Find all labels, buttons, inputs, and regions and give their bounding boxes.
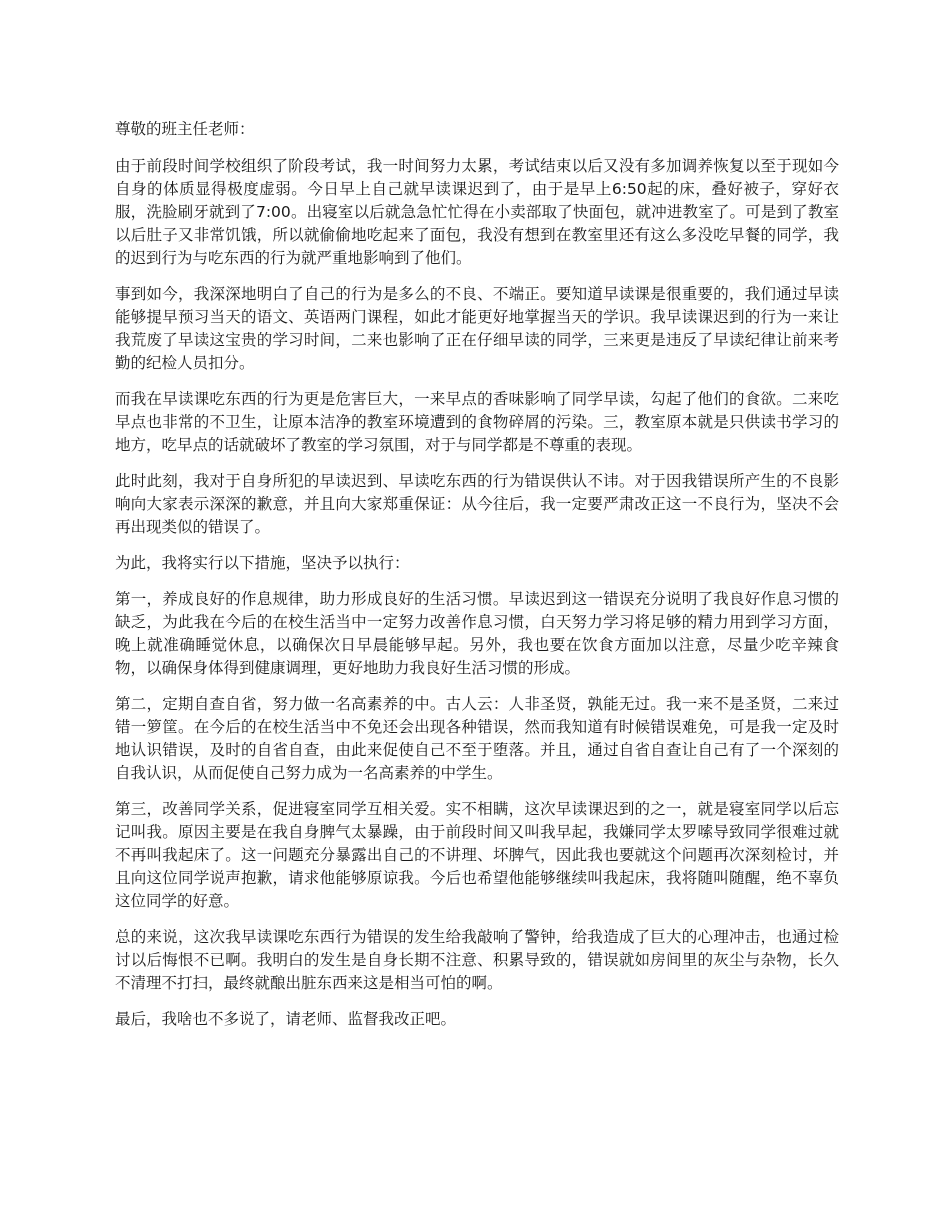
- paragraph-intro: 由于前段时间学校组织了阶段考试，我一时间努力太累，考试结束以后又没有多加调养恢复以至于现如今自身的体质显得极度虚弱。今日早上自己就早读课迟到了，由于是早上6:50起的床，叠好被子，穿好衣服，洗脸刷牙就到了7:00。出寝室以后就急急忙忙得在小卖部取了快面包，就冲进教室了。可是到了教室以后肚子又非常饥饿，所以就偷偷地吃起来了面包，我没有想到在教室里还有这么多没吃早餐的同学，我的迟到行为与吃东西的行为就严重地影响到了他们。: [115, 157, 839, 267]
- paragraph-reflection: 事到如今，我深深地明白了自己的行为是多么的不良、不端正。要知道早读课是很重要的，我们通过早读能够提早预习当天的语文、英语两门课程，如此才能更好地掌握当天的学识。我早读课迟到的行为一来让我荒废了早读这宝贵的学习时间，二来也影响了正在仔细早读的同学，三来更是违反了早读纪律让前来考勤的纪检人员扣分。: [115, 285, 839, 372]
- paragraph-apology: 此时此刻，我对于自身所犯的早读迟到、早读吃东西的行为错误供认不讳。对于因我错误所产生的不良影响向大家表示深深的歉意，并且向大家郑重保证：从今往后，我一定要严肃改正这一不良行为，坚决不会再出现类似的错误了。: [115, 472, 839, 536]
- letter-document: [115, 118, 839, 1044]
- salutation: 尊敬的班主任老师：: [115, 120, 255, 138]
- paragraph-summary: 总的来说，这次我早读课吃东西行为错误的发生给我敲响了警钟，给我造成了巨大的心理冲击，也通过检讨以后悔恨不已啊。我明白的发生是自身长期不注意、积累导致的，错误就如房间里的灰尘与杂物，长久不清理不打扫，最终就酿出脏东西来这是相当可怕的啊。: [115, 928, 839, 992]
- paragraph-eating-harm: 而我在早读课吃东西的行为更是危害巨大，一来早点的香味影响了同学早读，勾起了他们的食欲。二来吃早点也非常的不卫生，让原本洁净的教室环境遭到的食物碎屑的污染。三，教室原本就是只供读书学习的地方，吃早点的话就破坏了教室的学习氛围，对于与同学都是不尊重的表现。: [115, 390, 839, 454]
- paragraph-measure-two: 第二，定期自查自省，努力做一名高素养的中。古人云：人非圣贤，孰能无过。我一来不是圣贤，二来过错一箩筐。在今后的在校生活当中不免还会出现各种错误，然而我知道有时候错误难免，可是我一定及时地认识错误，及时的自省自查，由此来促使自己不至于堕落。并且，通过自省自查让自己有了一个深刻的自我认识，从而促使自己努力成为一名高素养的中学生。: [115, 695, 839, 782]
- paragraph-measures-intro: 为此，我将实行以下措施，坚决予以执行：: [115, 554, 410, 572]
- paragraph-measure-three: 第三，改善同学关系，促进寝室同学互相关爱。实不相瞒，这次早读课迟到的之一，就是寝室同学以后忘记叫我。原因主要是在我自身脾气太暴躁，由于前段时间又叫我早起，我嫌同学太罗嗦导致同学很难过就不再叫我起床了。这一问题充分暴露出自己的不讲理、坏脾气，因此我也要就这个问题再次深刻检讨，并且向这位同学说声抱歉，请求他能够原谅我。今后也希望他能够继续叫我起床，我将随叫随醒，绝不辜负这位同学的好意。: [115, 800, 839, 910]
- paragraph-closing: 最后，我啥也不多说了，请老师、监督我改正吧。: [115, 1010, 457, 1028]
- paragraph-measure-one: 第一，养成良好的作息规律，助力形成良好的生活习惯。早读迟到这一错误充分说明了我良好作息习惯的缺乏，为此我在今后的在校生活当中一定努力改善作息习惯，白天努力学习将足够的精力用到学习方面，晚上就准确睡觉休息，以确保次日早晨能够早起。另外，我也要在饮食方面加以注意，尽量少吃辛辣食物，以确保身体得到健康调理，更好地助力我良好生活习惯的形成。: [115, 590, 839, 677]
